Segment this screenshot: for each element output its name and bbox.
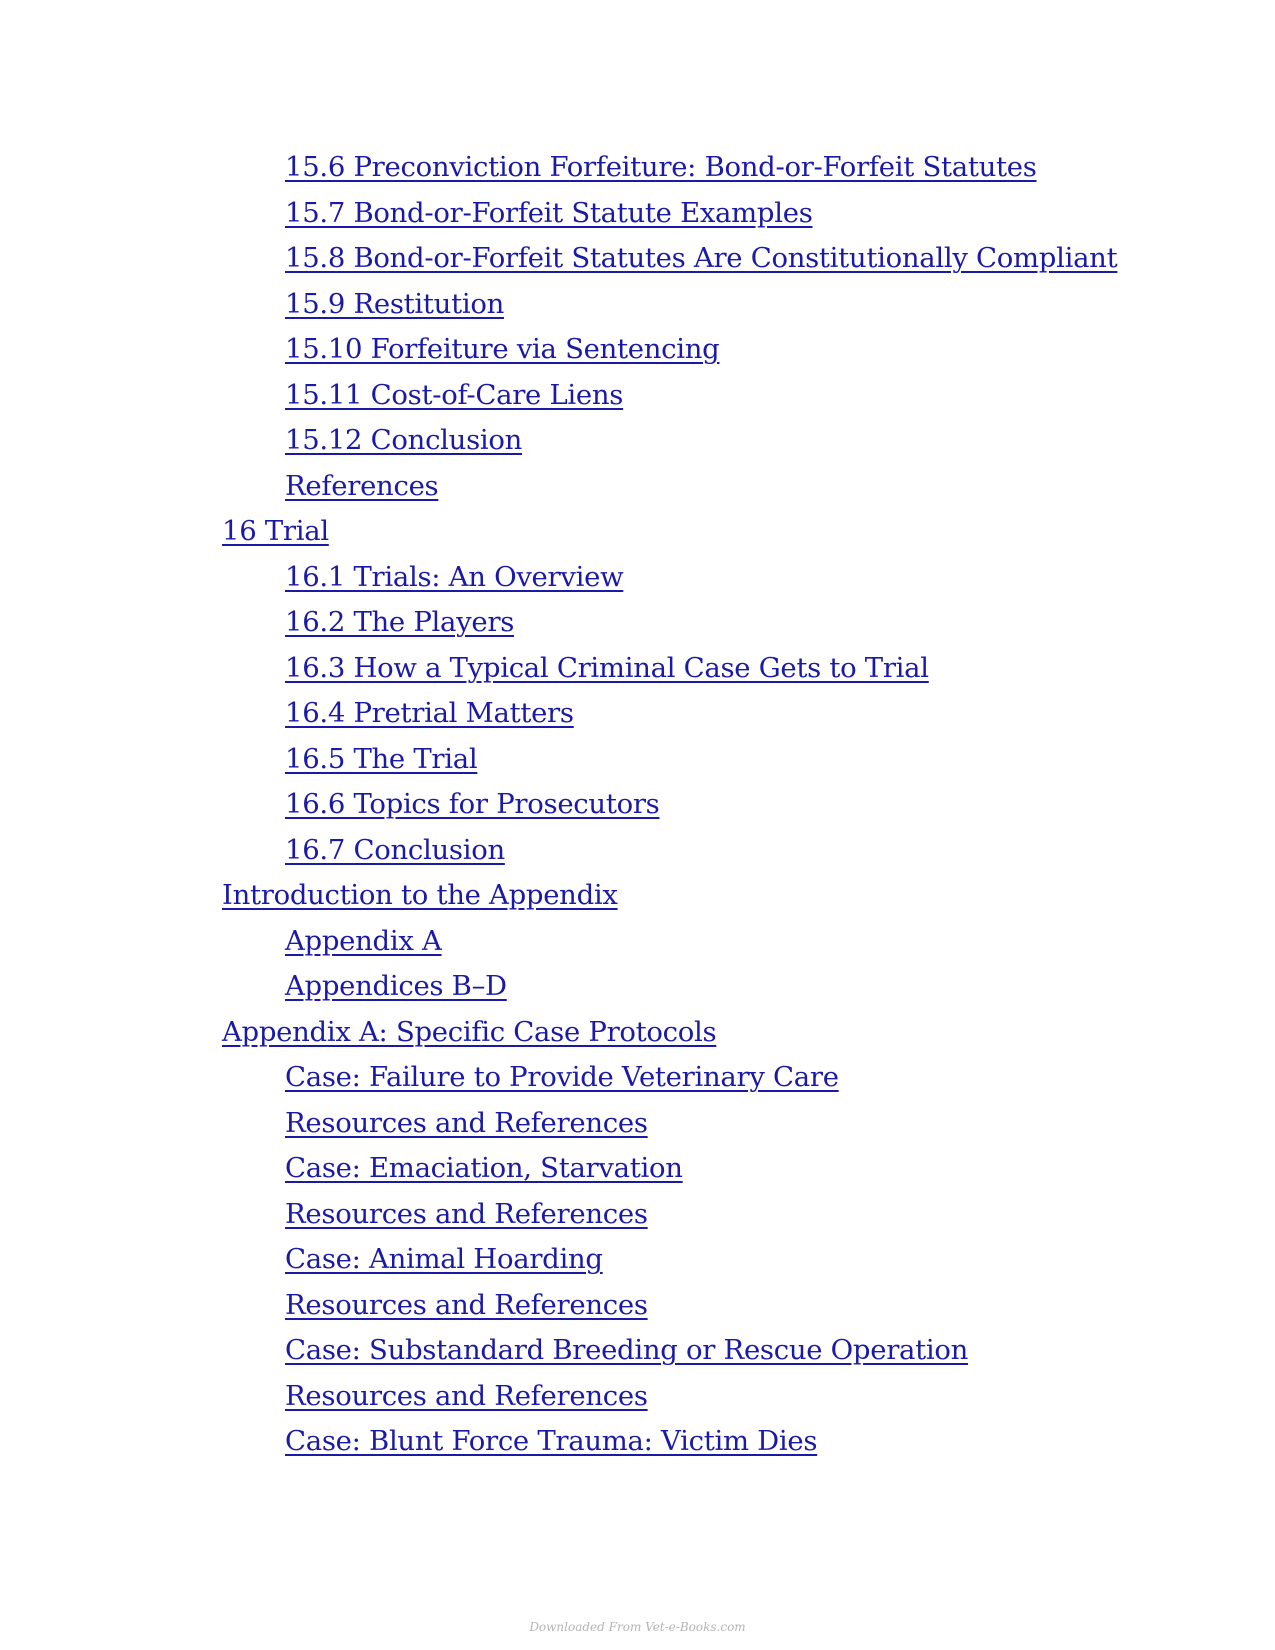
toc-link[interactable]: 16.2 The Players [285,606,515,638]
toc-link[interactable]: Resources and References [285,1106,648,1139]
toc-link[interactable]: 15.11 Cost-of-Care Liens [285,378,624,411]
toc-link[interactable]: 16.5 The Trial [285,742,478,775]
toc-section-entry [0,1192,1275,1238]
toc-section-entry [0,1101,1275,1147]
toc-link[interactable]: References [285,469,439,502]
toc-link[interactable]: Case: Emaciation, Starvation [285,1152,683,1184]
toc-section-entry [0,1283,1275,1329]
toc-section-entry [0,327,1275,373]
toc-section-entry [0,782,1275,828]
toc-link[interactable]: Appendix A: Specific Case Protocols [222,1015,717,1048]
toc-chapter-entry [0,1010,1275,1056]
toc-link[interactable]: Case: Failure to Provide Veterinary Care [285,1061,839,1093]
toc-link[interactable]: 16.6 Topics for Prosecutors [285,788,660,820]
toc-link[interactable]: 16 Trial [222,515,329,547]
toc-section-entry [0,236,1275,282]
toc-section-entry [0,282,1275,328]
toc-section-entry [0,600,1275,646]
toc-section-entry [0,828,1275,874]
toc-section-entry [0,737,1275,783]
toc-link[interactable]: 15.8 Bond-or-Forfeit Statutes Are Constitutionally Compliant [285,242,1118,274]
toc-link[interactable]: 15.6 Preconviction Forfeiture: Bond-or-Forfeit Statutes [285,151,1037,183]
toc-link[interactable]: 16.7 Conclusion [285,833,505,866]
toc-link[interactable]: Case: Blunt Force Trauma: Victim Dies [285,1425,818,1457]
toc-link[interactable]: Case: Substandard Breeding or Rescue Operation [285,1334,969,1366]
toc-link[interactable]: Introduction to the Appendix [222,879,618,911]
toc-link[interactable]: Case: Animal Hoarding [285,1243,603,1275]
toc-section-entry [0,418,1275,464]
toc-section-entry [0,691,1275,737]
toc-section-entry [0,964,1275,1010]
toc-section-entry [0,646,1275,692]
toc-section-entry [0,919,1275,965]
toc-link[interactable]: Resources and References [285,1197,648,1230]
toc-section-entry [0,464,1275,510]
toc-link[interactable]: 16.1 Trials: An Overview [285,560,624,593]
toc-link[interactable]: 15.12 Conclusion [285,424,523,456]
table-of-contents [0,145,1275,1465]
toc-link[interactable]: 16.3 How a Typical Criminal Case Gets to Trial [285,651,929,684]
toc-link[interactable]: 15.7 Bond-or-Forfeit Statute Examples [285,196,813,229]
watermark: Downloaded From Vet-e-Books.com [529,1620,746,1634]
toc-section-entry [0,145,1275,191]
toc-link[interactable]: 15.10 Forfeiture via Sentencing [285,333,720,365]
toc-link[interactable]: Resources and References [285,1288,648,1321]
toc-section-entry [0,555,1275,601]
toc-chapter-entry [0,509,1275,555]
toc-section-entry [0,1328,1275,1374]
toc-link[interactable]: Resources and References [285,1379,648,1412]
toc-section-entry [0,1146,1275,1192]
toc-link[interactable]: 15.9 Restitution [285,287,504,320]
toc-link[interactable]: 16.4 Pretrial Matters [285,697,574,729]
toc-link[interactable]: Appendix A [285,924,442,957]
toc-section-entry [0,1237,1275,1283]
toc-link[interactable]: Appendices B–D [285,970,507,1002]
toc-section-entry [0,1419,1275,1465]
toc-chapter-entry [0,873,1275,919]
toc-section-entry [0,191,1275,237]
toc-section-entry [0,1055,1275,1101]
toc-section-entry [0,373,1275,419]
toc-section-entry [0,1374,1275,1420]
